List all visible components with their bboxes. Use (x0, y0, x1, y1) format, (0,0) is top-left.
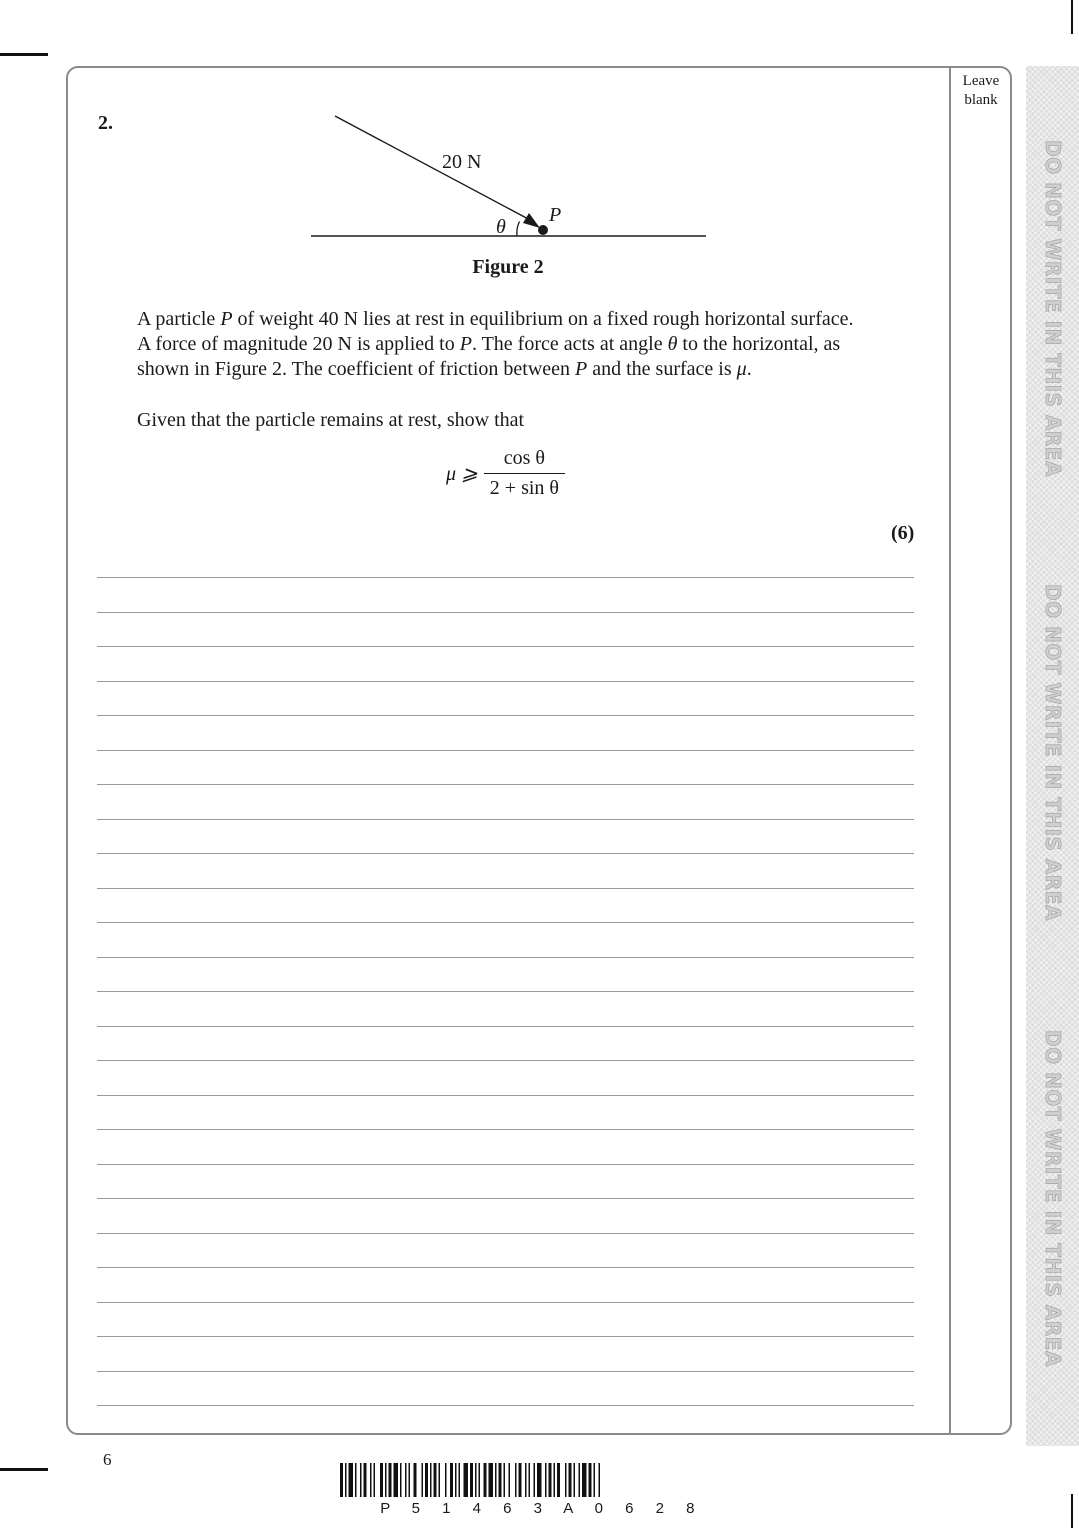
barcode-bar (484, 1463, 487, 1497)
barcode-bar (599, 1463, 601, 1497)
barcode-char: A (563, 1500, 574, 1517)
barcode-bar (509, 1463, 511, 1497)
barcode-bar (355, 1463, 357, 1497)
margin-warning-middle: DO NOT WRITE IN THIS AREA (1041, 583, 1065, 921)
crop-mark-top-left (0, 53, 48, 56)
barcode-bar (394, 1463, 399, 1497)
barcode-bar (400, 1463, 402, 1497)
barcode-char: 6 (625, 1500, 634, 1517)
barcode-bar (475, 1463, 477, 1497)
crop-mark-bottom-right (1071, 1494, 1073, 1528)
answer-line[interactable] (97, 784, 914, 785)
barcode-char: 0 (594, 1500, 603, 1517)
barcode-bar (589, 1463, 592, 1497)
barcode-bar (545, 1463, 547, 1497)
margin-warning-bottom: DO NOT WRITE IN THIS AREA (1041, 1029, 1065, 1367)
barcode-bar (554, 1463, 556, 1497)
leave-blank-label: Leave blank (962, 73, 1000, 108)
answer-line[interactable] (97, 681, 914, 682)
barcode-bar (519, 1463, 522, 1497)
crop-mark-bottom-left (0, 1468, 48, 1471)
answer-line[interactable] (97, 991, 914, 992)
barcode-bar (455, 1463, 457, 1497)
barcode-bar (425, 1463, 428, 1497)
barcode-bar (464, 1463, 469, 1497)
force-line (335, 116, 532, 221)
barcode-bar (380, 1463, 383, 1497)
barcode-bar (515, 1463, 517, 1497)
barcode-bar (385, 1463, 387, 1497)
answer-line[interactable] (97, 1060, 914, 1061)
barcode-bar (405, 1463, 407, 1497)
answer-line[interactable] (97, 1095, 914, 1096)
figure-caption: Figure 2 (472, 256, 544, 278)
barcode-bar (549, 1463, 552, 1497)
answer-line[interactable] (97, 612, 914, 613)
crop-mark-top-right (1071, 0, 1073, 34)
barcode-char: 5 (411, 1500, 420, 1517)
barcode-bar (574, 1463, 576, 1497)
formula-denominator: 2 + sin θ (489, 477, 559, 499)
barcode-bar (582, 1463, 587, 1497)
barcode (340, 1463, 736, 1497)
barcode-bar (422, 1463, 424, 1497)
barcode-bar (565, 1463, 567, 1497)
barcode-bar (360, 1463, 362, 1497)
barcode-bar (349, 1463, 354, 1497)
barcode-bar (345, 1463, 347, 1497)
barcode-bar (364, 1463, 367, 1497)
barcode-bar (579, 1463, 581, 1497)
force-label: 20 N (442, 151, 482, 173)
question-line-1: A particle P of weight 40 N lies at rest in equilibrium on a fixed rough horizontal surface. (137, 308, 854, 330)
barcode-bar (489, 1463, 494, 1497)
answer-line[interactable] (97, 1233, 914, 1234)
barcode-bar (525, 1463, 527, 1497)
barcode-bar (439, 1463, 441, 1497)
answer-line[interactable] (97, 888, 914, 889)
answer-line[interactable] (97, 715, 914, 716)
barcode-bar (450, 1463, 453, 1497)
marks-label: (6) (891, 522, 915, 544)
barcode-char: 1 (442, 1500, 451, 1517)
barcode-bar (569, 1463, 572, 1497)
barcode-bar (434, 1463, 437, 1497)
question-instruction: Given that the particle remains at rest, show that (137, 409, 525, 431)
barcode-bar (459, 1463, 461, 1497)
barcode-bar (495, 1463, 497, 1497)
barcode-bar (470, 1463, 473, 1497)
angle-arc (517, 222, 520, 237)
barcode-bar (557, 1463, 560, 1497)
question-line-2: A force of magnitude 20 N is applied to P. The force acts at angle θ to the horizontal, as (137, 333, 841, 355)
barcode-char: P (380, 1500, 391, 1517)
inequality-formula (446, 447, 565, 500)
barcode-char: 3 (533, 1500, 542, 1517)
force-diagram (300, 110, 720, 250)
answer-line[interactable] (97, 819, 914, 820)
barcode-bar (479, 1463, 481, 1497)
barcode-char: 4 (472, 1500, 481, 1517)
barcode-bar (504, 1463, 506, 1497)
barcode-bar (414, 1463, 417, 1497)
barcode-bar (370, 1463, 372, 1497)
answer-line[interactable] (97, 1267, 914, 1268)
answer-line[interactable] (97, 1198, 914, 1199)
answer-line[interactable] (97, 1336, 914, 1337)
point-label: P (549, 204, 562, 226)
barcode-bar (594, 1463, 596, 1497)
barcode-bar (409, 1463, 411, 1497)
answer-line[interactable] (97, 577, 914, 578)
barcode-bar (374, 1463, 376, 1497)
answer-line[interactable] (97, 922, 914, 923)
answer-line[interactable] (97, 1026, 914, 1027)
barcode-text (370, 1500, 710, 1517)
barcode-bar (430, 1463, 432, 1497)
formula-lhs: μ ⩾ (446, 463, 478, 485)
leave-blank-divider (949, 68, 951, 1433)
formula-numerator: cos θ (503, 447, 546, 469)
answer-line[interactable] (97, 750, 914, 751)
answer-line[interactable] (97, 1405, 914, 1406)
barcode-bar (537, 1463, 542, 1497)
answer-line[interactable] (97, 1164, 914, 1165)
barcode-bar (529, 1463, 531, 1497)
barcode-bar (534, 1463, 536, 1497)
barcode-char: 8 (686, 1500, 695, 1517)
answer-line[interactable] (97, 1302, 914, 1303)
force-arrowhead (523, 213, 540, 228)
answer-line[interactable] (97, 853, 914, 854)
answer-line[interactable] (97, 646, 914, 647)
margin-warning-top: DO NOT WRITE IN THIS AREA (1041, 139, 1065, 477)
answer-line[interactable] (97, 957, 914, 958)
barcode-bar (499, 1463, 502, 1497)
particle-p (538, 225, 548, 235)
barcode-char: 2 (655, 1500, 664, 1517)
barcode-bar (445, 1463, 447, 1497)
question-number: 2. (98, 112, 113, 134)
answer-line[interactable] (97, 1129, 914, 1130)
barcode-bar (340, 1463, 343, 1497)
barcode-bar (389, 1463, 392, 1497)
answer-line[interactable] (97, 1371, 914, 1372)
page-number: 6 (103, 1450, 112, 1469)
barcode-char: 6 (503, 1500, 512, 1517)
question-line-3: shown in Figure 2. The coefficient of friction between P and the surface is μ. (137, 358, 752, 380)
angle-label: θ (496, 216, 506, 238)
